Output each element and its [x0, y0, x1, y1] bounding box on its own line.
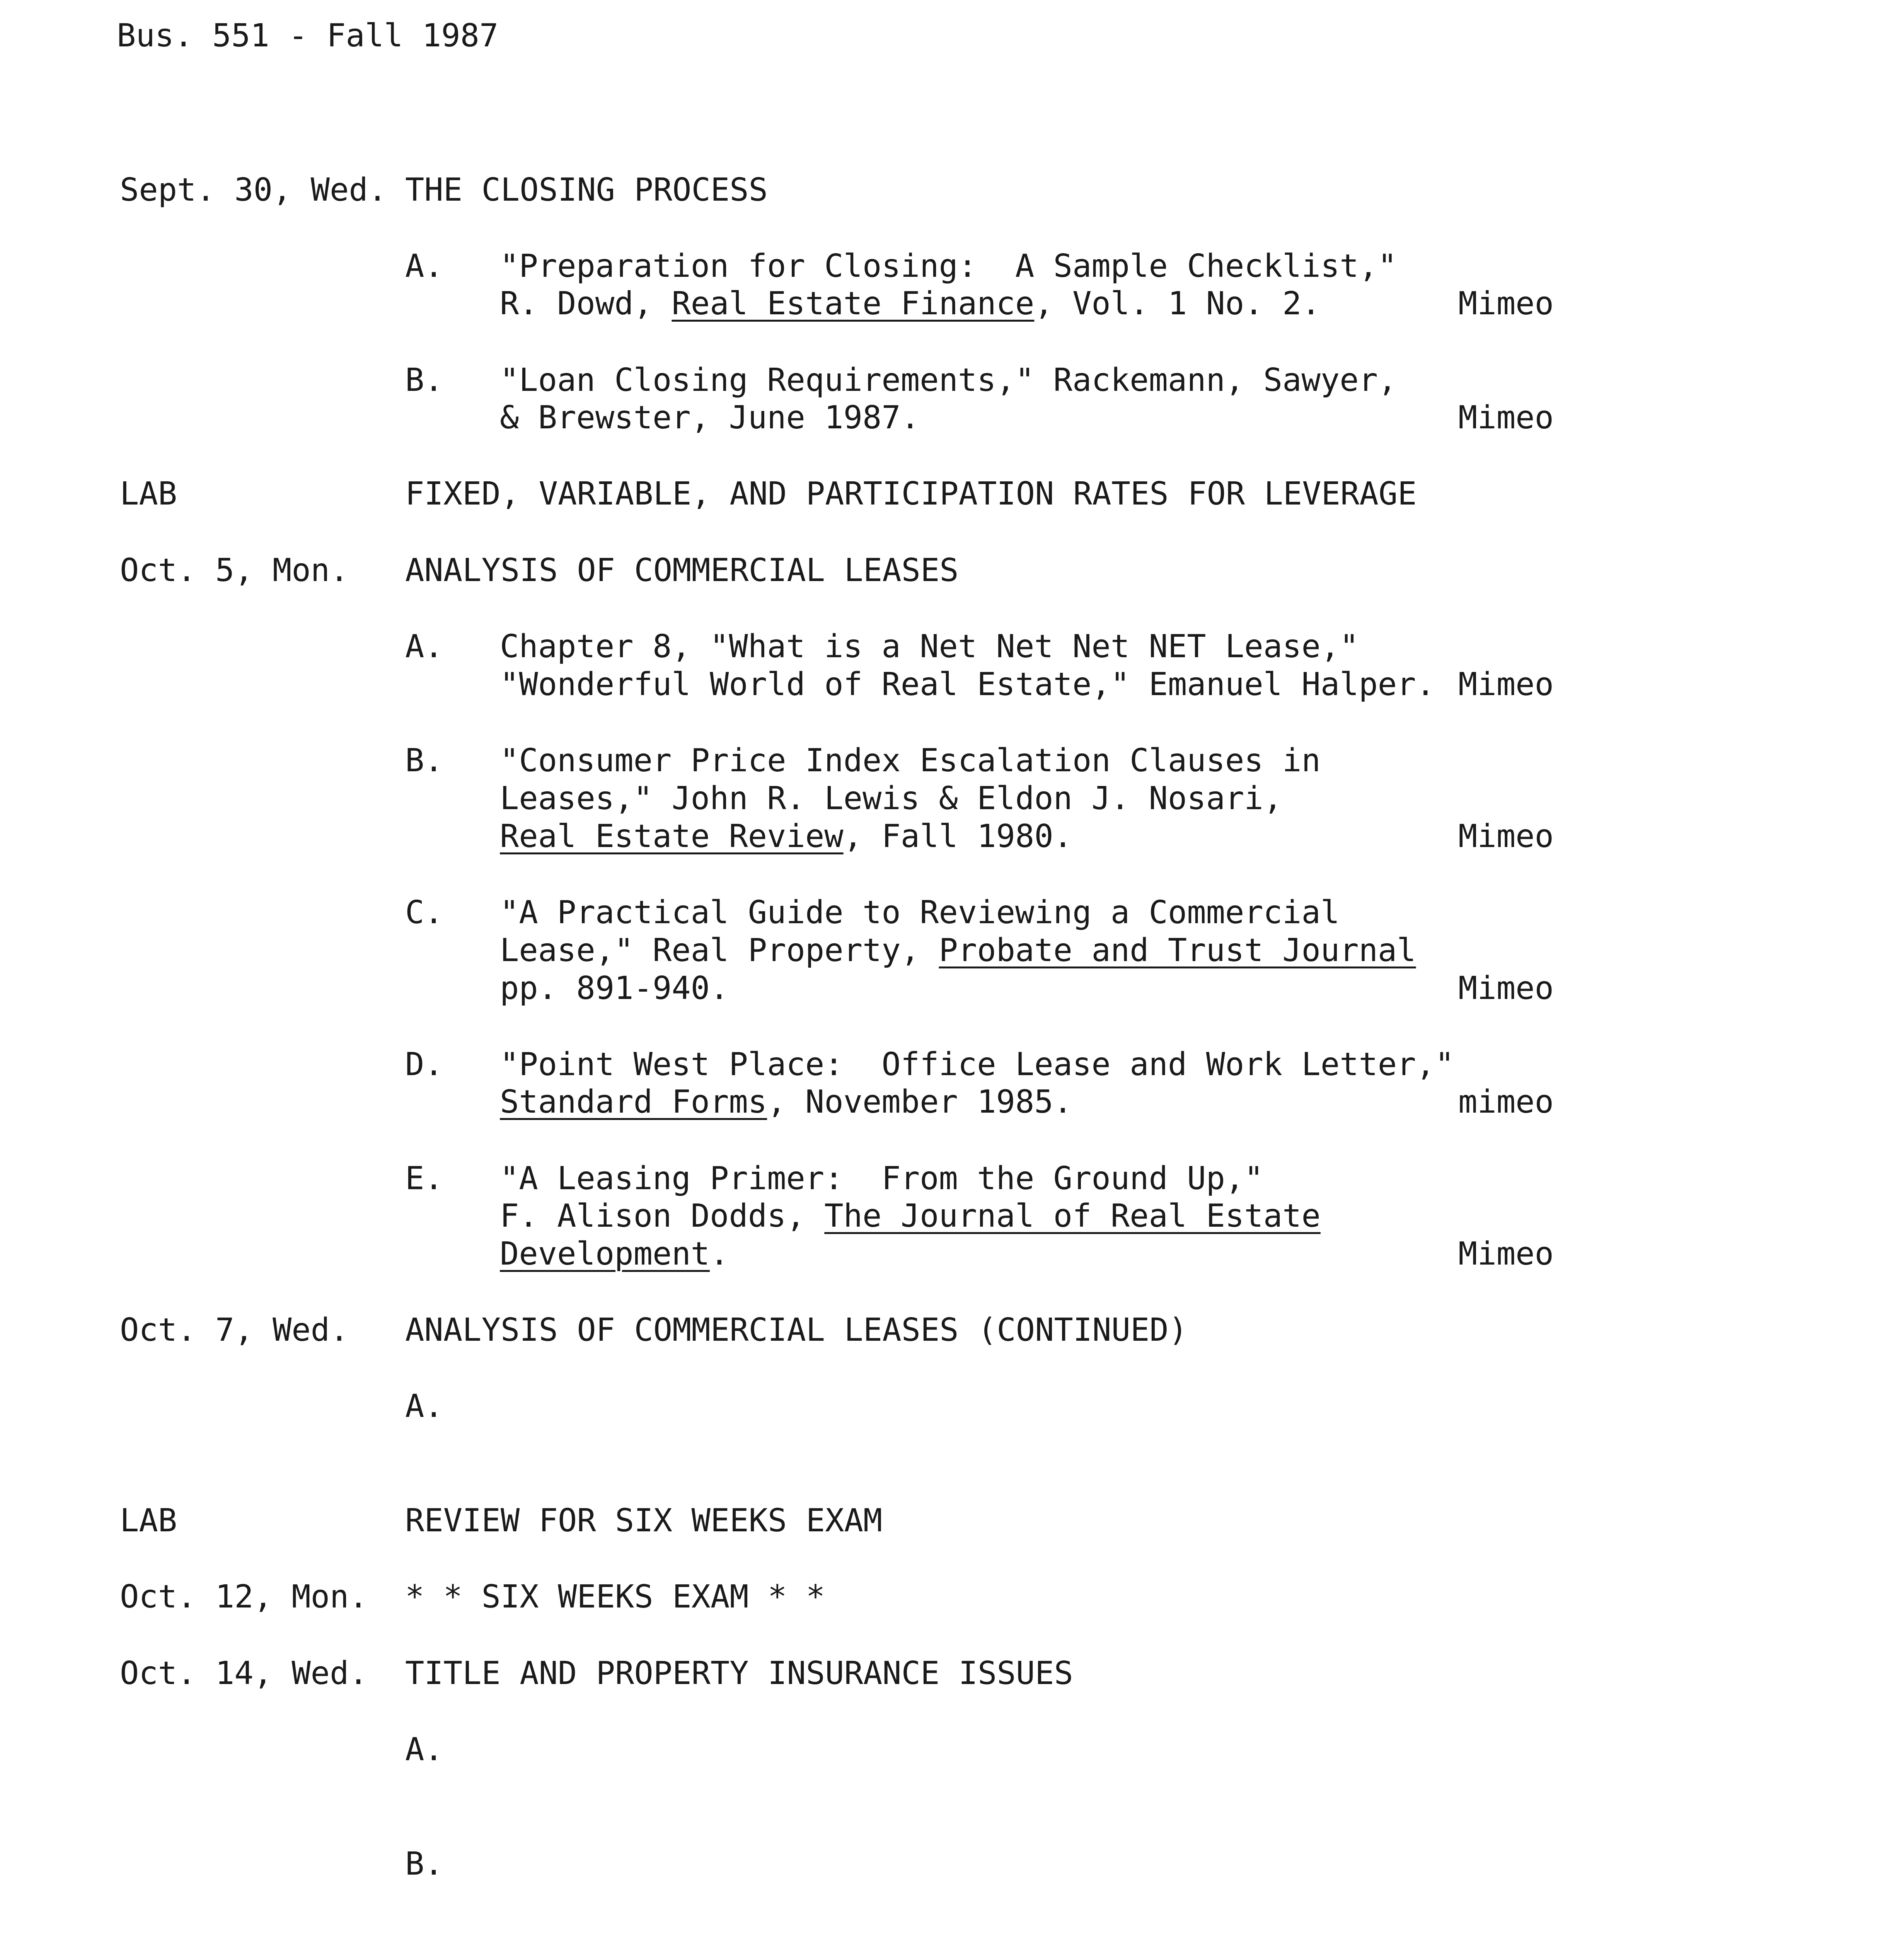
- publication-title: The Journal of Real Estate: [824, 1198, 1321, 1234]
- reading-letter: B.: [405, 1846, 443, 1882]
- reading-letter: A.: [405, 628, 443, 665]
- reading-line: "Point West Place: Office Lease and Work Letter,": [500, 1046, 1454, 1083]
- reading-letter: A.: [405, 1388, 443, 1425]
- reading-line: [500, 285, 1321, 322]
- reading-text: , Vol. 1 No. 2.: [1034, 285, 1321, 322]
- session-title: * * SIX WEEKS EXAM * *: [405, 1578, 825, 1615]
- reading-line: [500, 932, 1416, 969]
- reading-letter: A.: [405, 248, 443, 285]
- session-title: REVIEW FOR SIX WEEKS EXAM: [405, 1502, 883, 1539]
- reading-text: Lease," Real Property,: [500, 932, 939, 969]
- reading-text: .: [710, 1236, 729, 1272]
- reading-line: Chapter 8, "What is a Net Net Net NET Lease,": [500, 628, 1359, 665]
- reading-status: Mimeo: [1458, 399, 1554, 436]
- session-title: TITLE AND PROPERTY INSURANCE ISSUES: [405, 1655, 1073, 1692]
- session-title: ANALYSIS OF COMMERCIAL LEASES: [405, 552, 959, 589]
- session-date: Oct. 5, Mon.: [120, 552, 349, 589]
- session-date: LAB: [120, 1502, 177, 1539]
- publication-title: Real Estate Review: [500, 818, 844, 855]
- reading-letter: B.: [405, 362, 443, 399]
- session-date: Oct. 12, Mon.: [120, 1578, 368, 1615]
- session-date: Oct. 14, Wed.: [120, 1655, 368, 1692]
- reading-line: "Wonderful World of Real Estate," Emanuel Halper.: [500, 666, 1435, 703]
- reading-status: Mimeo: [1458, 1236, 1554, 1272]
- reading-line: [500, 1200, 1321, 1232]
- reading-status: Mimeo: [1458, 818, 1554, 855]
- reading-line: [500, 1086, 1072, 1118]
- publication-title: Probate and Trust Journal: [939, 932, 1416, 969]
- reading-status: Mimeo: [1458, 666, 1554, 703]
- reading-line: "Consumer Price Index Escalation Clauses in: [500, 742, 1321, 779]
- reading-line: "Loan Closing Requirements," Rackemann, Sawyer,: [500, 362, 1397, 399]
- publication-title: Real Estate Finance: [672, 285, 1035, 322]
- publication-title: Development: [500, 1236, 710, 1272]
- reading-letter: A.: [405, 1731, 443, 1768]
- reading-letter: B.: [405, 742, 443, 779]
- publication-title: Standard Forms: [500, 1084, 767, 1120]
- reading-line: "Preparation for Closing: A Sample Checklist,": [500, 248, 1397, 285]
- reading-line: [500, 818, 1073, 855]
- session-title: ANALYSIS OF COMMERCIAL LEASES (CONTINUED): [405, 1312, 1188, 1348]
- reading-text: F. Alison Dodds,: [500, 1198, 825, 1234]
- reading-line: Leases," John R. Lewis & Eldon J. Nosari,: [500, 780, 1283, 817]
- reading-status: Mimeo: [1458, 970, 1554, 1007]
- reading-letter: D.: [405, 1046, 443, 1083]
- reading-letter: C.: [405, 894, 443, 931]
- reading-text: , Fall 1980.: [843, 818, 1073, 855]
- reading-text: , November 1985.: [767, 1084, 1073, 1120]
- session-date: Oct. 7, Wed.: [120, 1312, 349, 1348]
- reading-line: & Brewster, June 1987.: [500, 399, 920, 436]
- session-date: Sept. 30, Wed.: [120, 172, 387, 208]
- reading-line: pp. 891-940.: [500, 970, 729, 1007]
- reading-line: "A Leasing Primer: From the Ground Up,": [500, 1160, 1263, 1197]
- reading-line: "A Practical Guide to Reviewing a Commercial: [500, 894, 1340, 931]
- reading-text: R. Dowd,: [500, 285, 672, 322]
- session-title: FIXED, VARIABLE, AND PARTICIPATION RATES FOR LEVERAGE: [405, 476, 1417, 512]
- session-date: LAB: [120, 476, 177, 512]
- course-header: Bus. 551 - Fall 1987: [117, 17, 499, 54]
- reading-status: Mimeo: [1458, 285, 1554, 322]
- reading-status: mimeo: [1458, 1084, 1554, 1120]
- reading-letter: E.: [405, 1160, 443, 1197]
- session-title: THE CLOSING PROCESS: [405, 172, 768, 208]
- reading-line: [500, 1238, 729, 1270]
